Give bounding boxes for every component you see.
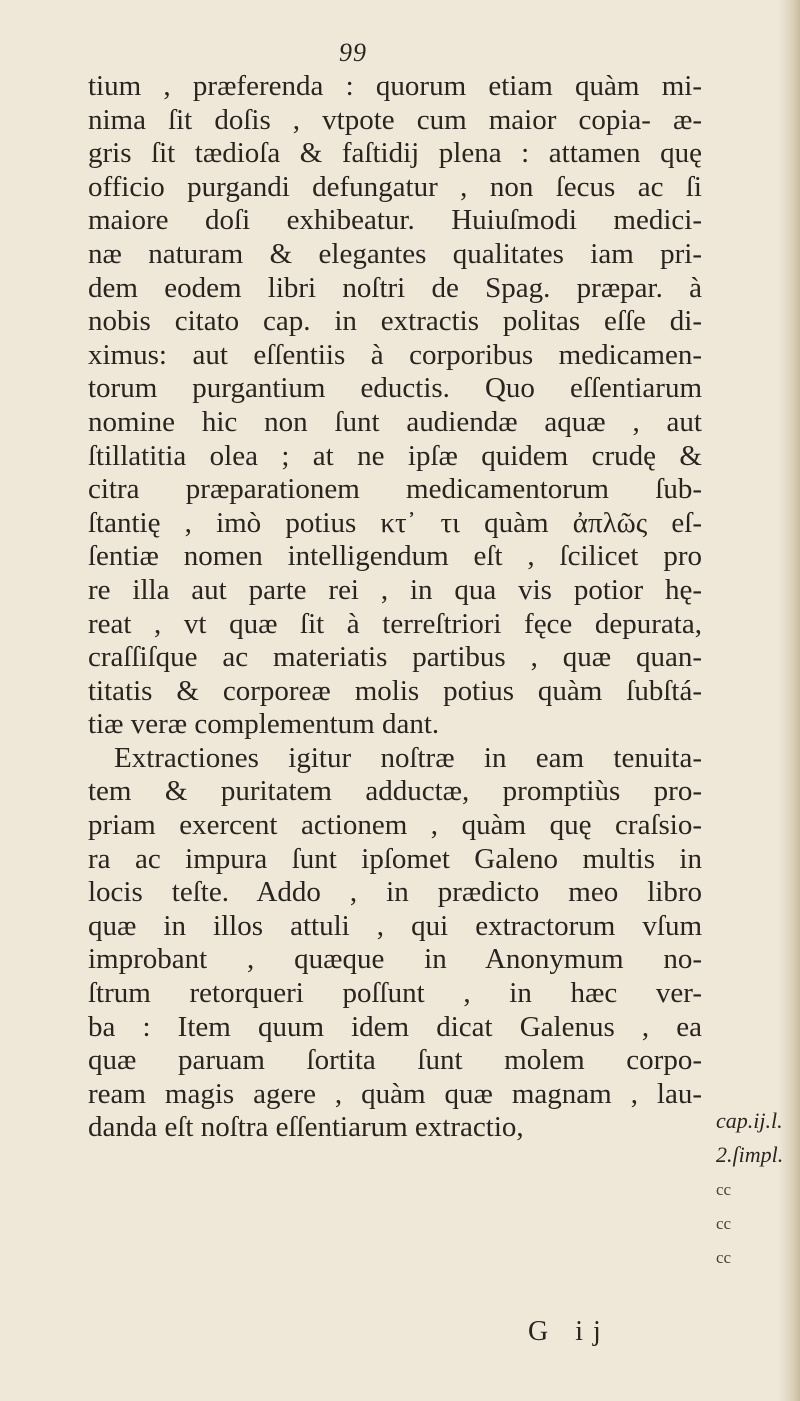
text-line: tiæ veræ complementum dant. [88,708,440,741]
text-line: quæ in illos attuli , qui extractorum vſum [88,909,702,942]
text-line: officio purgandi defungatur , non ſecus ac ſi [88,170,702,203]
text-line: gris ſit tædioſa & faſtidij plena : attamen quę [88,137,702,170]
text-line: ſtantię , imò potius κτ᾽ τι quàm ἀπλῶς eſ- [88,506,702,539]
text-line: nomine hic non ſunt audiendæ aquæ , aut [88,405,702,438]
margin-reference-chapter: cap.ij.l. [716,1108,783,1133]
signature-mark: G ij [528,1316,611,1347]
margin-quote-mark: cc [716,1214,732,1233]
text-line: ſtillatitia olea ; at ne ipſæ quidem crudę & [88,439,702,472]
text-line: danda eſt noſtra eſſentiarum extractio, [88,1111,524,1144]
margin-quote-mark: cc [716,1248,732,1267]
text-line: ximus: aut eſſentiis à corporibus medicamen- [88,338,702,371]
page-edge-shadow [778,0,800,1401]
text-line: reat , vt quæ ſit à terreſtriori fęce depurata, [88,607,702,640]
text-line: locis teſte. Addo , in prædicto meo libro [88,876,702,909]
text-line: craſſiſque ac materiatis partibus , quæ quan- [88,641,702,674]
text-line: næ naturam & elegantes qualitates iam pri- [88,237,702,270]
text-line: priam exercent actionem , quàm quę craſsio- [88,809,702,842]
text-line: ſentiæ nomen intelligendum eſt , ſcilicet pro [88,540,702,573]
text-line: ſtrum retorqueri poſſunt , in hæc ver- [88,977,702,1010]
text-line: tem & puritatem adductæ, promptiùs pro- [88,775,702,808]
text-line: nobis citato cap. in extractis politas eſſe di- [88,305,702,338]
text-line: improbant , quæque in Anonymum no- [88,943,702,976]
text-line: nima ſit doſis , vtpote cum maior copia- æ- [88,103,702,136]
text-line: re illa aut parte rei , in qua vis potior hę- [88,573,702,606]
text-line: torum purgantium eductis. Quo eſſentiarum [88,372,702,405]
text-line: Extractiones igitur noſtræ in eam tenuita- [114,741,702,774]
text-line: titatis & corporeæ molis potius quàm ſubſtá- [88,674,702,707]
body-text [88,70,702,1145]
text-line: quæ paruam ſortita ſunt molem corpo- [88,1044,702,1077]
page-number: 99 [339,38,367,67]
margin-quote-mark: cc [716,1180,732,1199]
text-line: ream magis agere , quàm quæ magnam , lau- [88,1077,702,1110]
text-line: tium , præferenda : quorum etiam quàm mi- [88,70,702,102]
text-line: citra præparationem medicamentorum ſub- [88,473,702,506]
margin-reference-book: 2.ſimpl. [716,1142,784,1167]
text-line: maiore doſi exhibeatur. Huiuſmodi medici- [88,204,702,237]
text-line: ra ac impura ſunt ipſomet Galeno multis in [88,842,702,875]
text-line: ba : Item quum idem dicat Galenus , ea [88,1010,702,1043]
text-line: dem eodem libri noſtri de Spag. præpar. à [88,271,702,304]
